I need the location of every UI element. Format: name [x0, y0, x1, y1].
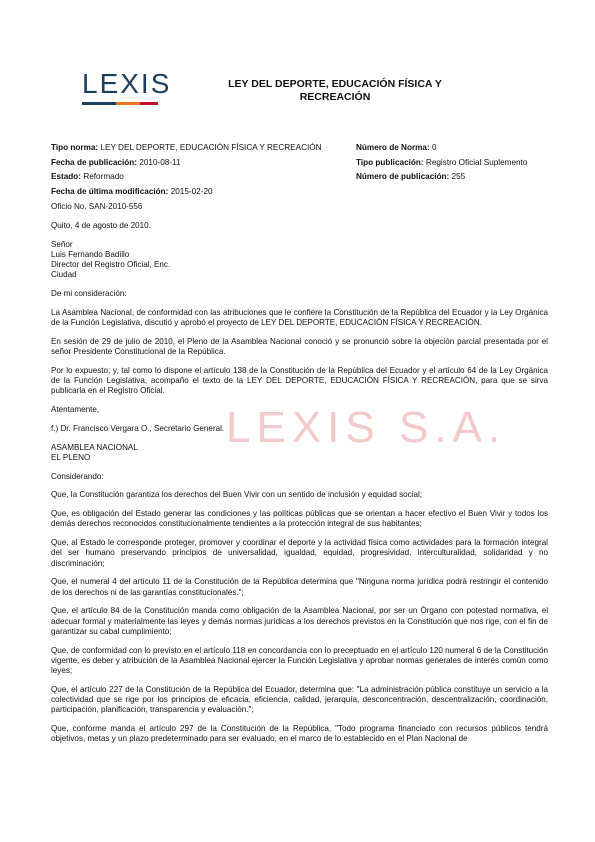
logo-bar-orange — [116, 102, 140, 105]
considerando-item: Que, el artículo 84 de la Constitución manda como obligación de la Asamblea Nacional, por ser un Órgano con potestad normativa, el adecuar formal y materialmente las leyes y demás normas jurídicas a los derechos previstos en la Constitución que nos rige, con el fin de garantizar su cabal cumplimiento; — [51, 606, 548, 636]
metadata-right — [356, 141, 527, 185]
considerando-heading: Considerando: — [51, 471, 104, 481]
greeting: De mi consideración: — [51, 289, 127, 298]
closing: Atentamente, — [51, 405, 100, 414]
logo-bar-blue — [82, 102, 116, 105]
addressee-block — [51, 240, 548, 281]
considerando-item: Que, al Estado le corresponde proteger, promover y coordinar el deporte y la actividad física como actividades para la formación integral del ser humano preservando principios de universalidad, igualdad, equidad, progresividad, interculturalidad, solidaridad y no discriminación; — [51, 538, 548, 568]
logo-color-bar — [82, 102, 158, 105]
paragraph: En sesión de 29 de julio de 2010, el Pleno de la Asamblea Nacional conoció y se pronunció sobre la objeción parcial presentada por el señor Presidente Constitucional de la República. — [51, 336, 548, 356]
meta-fecha-modificacion: Fecha de última modificación: 2015-02-20 — [51, 186, 213, 196]
addressee-line: Señor — [51, 239, 73, 249]
addressee-line: Director del Registro Oficial, Enc. — [51, 260, 171, 269]
meta-tipo-norma: Tipo norma: LEY DEL DEPORTE, EDUCACIÓN FÍSICA Y RECREACIÓN — [51, 143, 322, 152]
considerando-item: Que, es obligación del Estado generar las condiciones y las políticas públicas que se orientan a hacer efectivo el Buen Vivir y todos los demás derechos reconocidos constitucionalmente tendientes a la protección integral de sus habitantes; — [51, 509, 548, 529]
document-title — [205, 78, 465, 104]
place-date: Quito, 4 de agosto de 2010. — [51, 220, 151, 230]
title-line-2: RECREACIÓN — [299, 91, 371, 103]
meta-numero-norma: Número de Norma: 0 — [356, 143, 437, 152]
meta-fecha-publicacion: Fecha de publicación: 2010-08-11 — [51, 157, 181, 167]
watermark: LEXIS S.A. — [226, 403, 507, 452]
meta-estado: Estado: Reformado — [51, 172, 124, 181]
logo-bar-red — [140, 102, 158, 105]
considerando-item: Que, de conformidad con lo previsto en el artículo 118 en concordancia con lo preceptuado en el artículo 120 numeral 6 de la Constitución vigente, es deber y atribución de la Asamblea Nacional ejercer la Función Legislativa y aprobar normas generales de interés común como leyes; — [51, 645, 548, 675]
addressee-line: Ciudad — [51, 270, 77, 280]
considerando-item: Que, el artículo 227 de la Constitución de la República del Ecuador, determina que: "La administración pública constituye un servicio a la colectividad que se rige por los principios de eficacia, eficiencia, calidad, jerarquía, desconcentración, descentralización, coordinación, participación, planificación, transparencia y evaluación."; — [51, 684, 548, 715]
title-line-1: LEY DEL DEPORTE, EDUCACIÓN FÍSICA Y — [228, 78, 442, 90]
paragraph: Por lo expuesto; y, tal como lo dispone el artículo 138 de la Constitución de la República del Ecuador y el artículo 64 de la Ley Orgánica de la Función Legislativa, acompaño el texto de la LEY DEL DEPORTE, EDUCACIÓN FÍSICA Y RECREACIÓN, para que se sirva publicarla en el Registro Oficial. — [51, 365, 548, 396]
paragraph: La Asamblea Nacional, de conformidad con las atribuciones que le confiere la Constitución de la República del Ecuador y la Ley Orgánica de la Función Legislativa, discutió y aprobó el proyecto de LEY DEL DEPORTE, EDUCACIÓN FÍSICA Y RECREACIÓN. — [51, 307, 548, 327]
meta-numero-publicacion: Número de publicación: 255 — [356, 172, 466, 181]
considerando-item: Que, la Constitución garantiza los derechos del Buen Vivir con un sentido de inclusión y equidad social; — [51, 490, 423, 500]
document-body — [51, 202, 548, 744]
lexis-logo — [82, 70, 171, 105]
metadata-left — [51, 141, 322, 199]
signature: f.) Dr. Francisco Vergara O., Secretario General. — [51, 423, 225, 433]
assembly-heading: ASAMBLEA NACIONAL EL PLENO — [51, 442, 138, 462]
considerando-item: Que, el numeral 4 del artículo 11 de la Constitución de la República determina que "Ninguna norma jurídica podrá restringir el contenido de los derechos ni de las garantías constitucionales."; — [51, 577, 548, 597]
meta-tipo-publicacion: Tipo publicación: Registro Oficial Suplemento — [356, 157, 528, 167]
addressee-line: Luis Fernando Badillo — [51, 249, 130, 259]
considerando-item: Que, conforme manda el artículo 297 de la Constitución de la República, "Todo programa financiado con recursos públicos tendrá objetivos, metas y un plazo predeterminado para ser evaluado, en el marco de lo establecido en el Plan Nacional de — [51, 724, 548, 744]
logo-text: LEXIS — [82, 68, 172, 99]
oficio-number: Oficio No. SAN-2010-556 — [51, 202, 143, 211]
